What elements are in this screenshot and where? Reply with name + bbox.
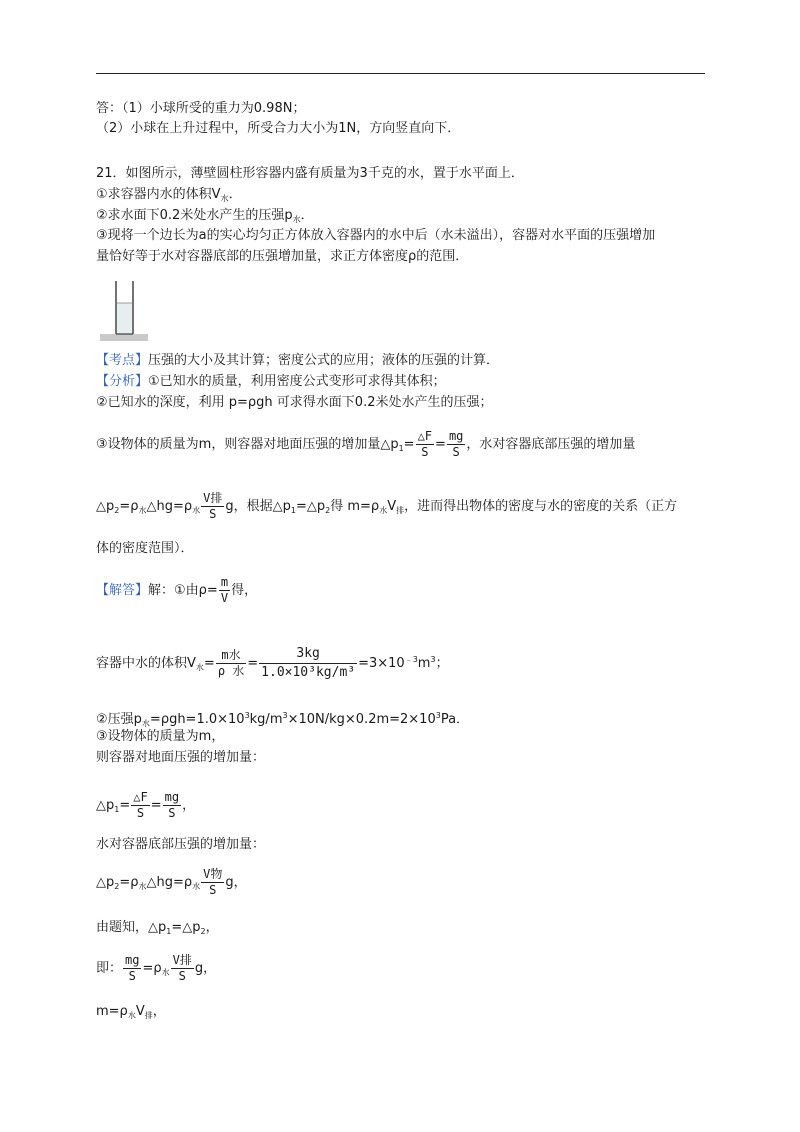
kaodian-line: 【考点】压强的大小及其计算；密度公式的应用；液体的压强的计算． xyxy=(96,353,500,368)
fraction: $\frac{mg}{S}$ xyxy=(448,429,464,459)
question-stem: 21．如图所示，薄壁圆柱形容器内盛有质量为3千克的水，置于水平面上． xyxy=(96,166,524,181)
fraction: $\frac{m}{V}$ xyxy=(220,575,229,605)
kaodian-tag: 【考点】 xyxy=(96,353,149,368)
jieda-line-5: 则容器对地面压强的增加量： xyxy=(96,750,266,765)
jieda-line-10: 即： $\frac{mg}{S}$ $=\rho_水$ $\frac{\text{V排}}{S}$ g， xyxy=(96,953,217,983)
question-part-3b: 量恰好等于水对容器底部的压强增加量，求正方体密度ρ的范围． xyxy=(96,249,469,264)
fenxi-line-4: $\triangle p_2=\rho_水\triangle hg=\rho_水$ $\frac{\text{V排}}{S}$ g，根据$\triangle p_1=\triangle p_2$得 $m=\rho_水V_排$，进而得出物体的密度与水的密度的关系（正方 xyxy=(96,491,678,521)
jieda-line-8: $\triangle p_2=\rho_水\triangle hg=\rho_水$ $\frac{\text{V物}}{S}$ g， xyxy=(96,867,247,897)
answer-line-1: 答：（1）小球所受的重力为0.98N； xyxy=(96,101,306,116)
jieda-line-1: 【解答】解：①由ρ= $\frac{m}{V}$ 得， xyxy=(96,575,258,605)
fenxi-line-3: ③设物体的质量为m，则容器对地面压强的增加量$\triangle p_1=$ $\frac{\triangle F}{S}$ = $\frac{mg}{S}$ ，水对容器底部压强的增加量 xyxy=(96,429,636,459)
fraction: $\frac{\text{m水}}{\text{ρ 水}}$ xyxy=(217,648,245,678)
fraction: $\frac{\triangle F}{S}$ xyxy=(133,790,148,820)
fraction: $\frac{\text{V排}}{S}$ xyxy=(172,953,192,983)
jieda-line-3: ②压强$p_水=\rho gh=1.0\times 10^3kg/m^3\times 10N/kg\times 0.2m=2\times 10^3Pa$． xyxy=(96,711,470,728)
jieda-tag: 【解答】 xyxy=(96,583,149,598)
question-part-1: ①求容器内水的体积$V_水$． xyxy=(96,187,242,203)
jieda-line-11: $m=\rho_水V_排$， xyxy=(96,1004,166,1020)
fraction: $\frac{\text{V排}}{S}$ xyxy=(203,491,223,521)
answer-line-2: （2）小球在上升过程中，所受合力大小为1N，方向竖直向下． xyxy=(96,121,461,136)
jieda-line-7: 水对容器底部压强的增加量： xyxy=(96,837,266,852)
fraction: $\frac{mg}{S}$ xyxy=(125,953,140,983)
container-figure xyxy=(100,279,148,341)
question-part-3a: ③现将一个边长为a的实心均匀正方体放入容器内的水中后（水未溢出），容器对水平面的压强增加 xyxy=(96,228,656,243)
header-rule xyxy=(96,73,705,74)
fraction: $\frac{3kg}{\text{1.0×10³kg/m³}}$ xyxy=(261,646,356,680)
fraction: $\frac{\triangle F}{S}$ xyxy=(417,429,433,459)
jieda-line-6: $\triangle p_1=$ $\frac{\triangle F}{S}$ = $\frac{mg}{S}$ ， xyxy=(96,790,196,820)
jieda-line-2: 容器中水的体积$V_水=$ $\frac{\text{m水}}{\text{ρ 水}}$ = $\frac{3kg}{\text{1.0×10³kg/m³}}$ $=3\times 10^{﹣3}m^3$； xyxy=(96,646,449,680)
fenxi-line-2: ②已知水的深度，利用 p=ρgh 可求得水面下0.2米处水产生的压强； xyxy=(96,395,493,410)
fenxi-line-1: 【分析】①已知水的质量，利用密度公式变形可求得其体积； xyxy=(96,374,446,389)
jieda-line-4: ③设物体的质量为m， xyxy=(96,729,225,744)
fraction: $\frac{\text{V物}}{S}$ xyxy=(203,867,223,897)
fenxi-line-5: 体的密度范围）． xyxy=(96,541,194,556)
jieda-line-9: 由题知，$\triangle p_1=\triangle p_2$， xyxy=(96,920,219,936)
fenxi-tag: 【分析】 xyxy=(96,374,149,389)
question-part-2: ②求水面下0.2米处水产生的压强$p_水$． xyxy=(96,208,314,224)
fraction: $\frac{mg}{S}$ xyxy=(164,790,180,820)
